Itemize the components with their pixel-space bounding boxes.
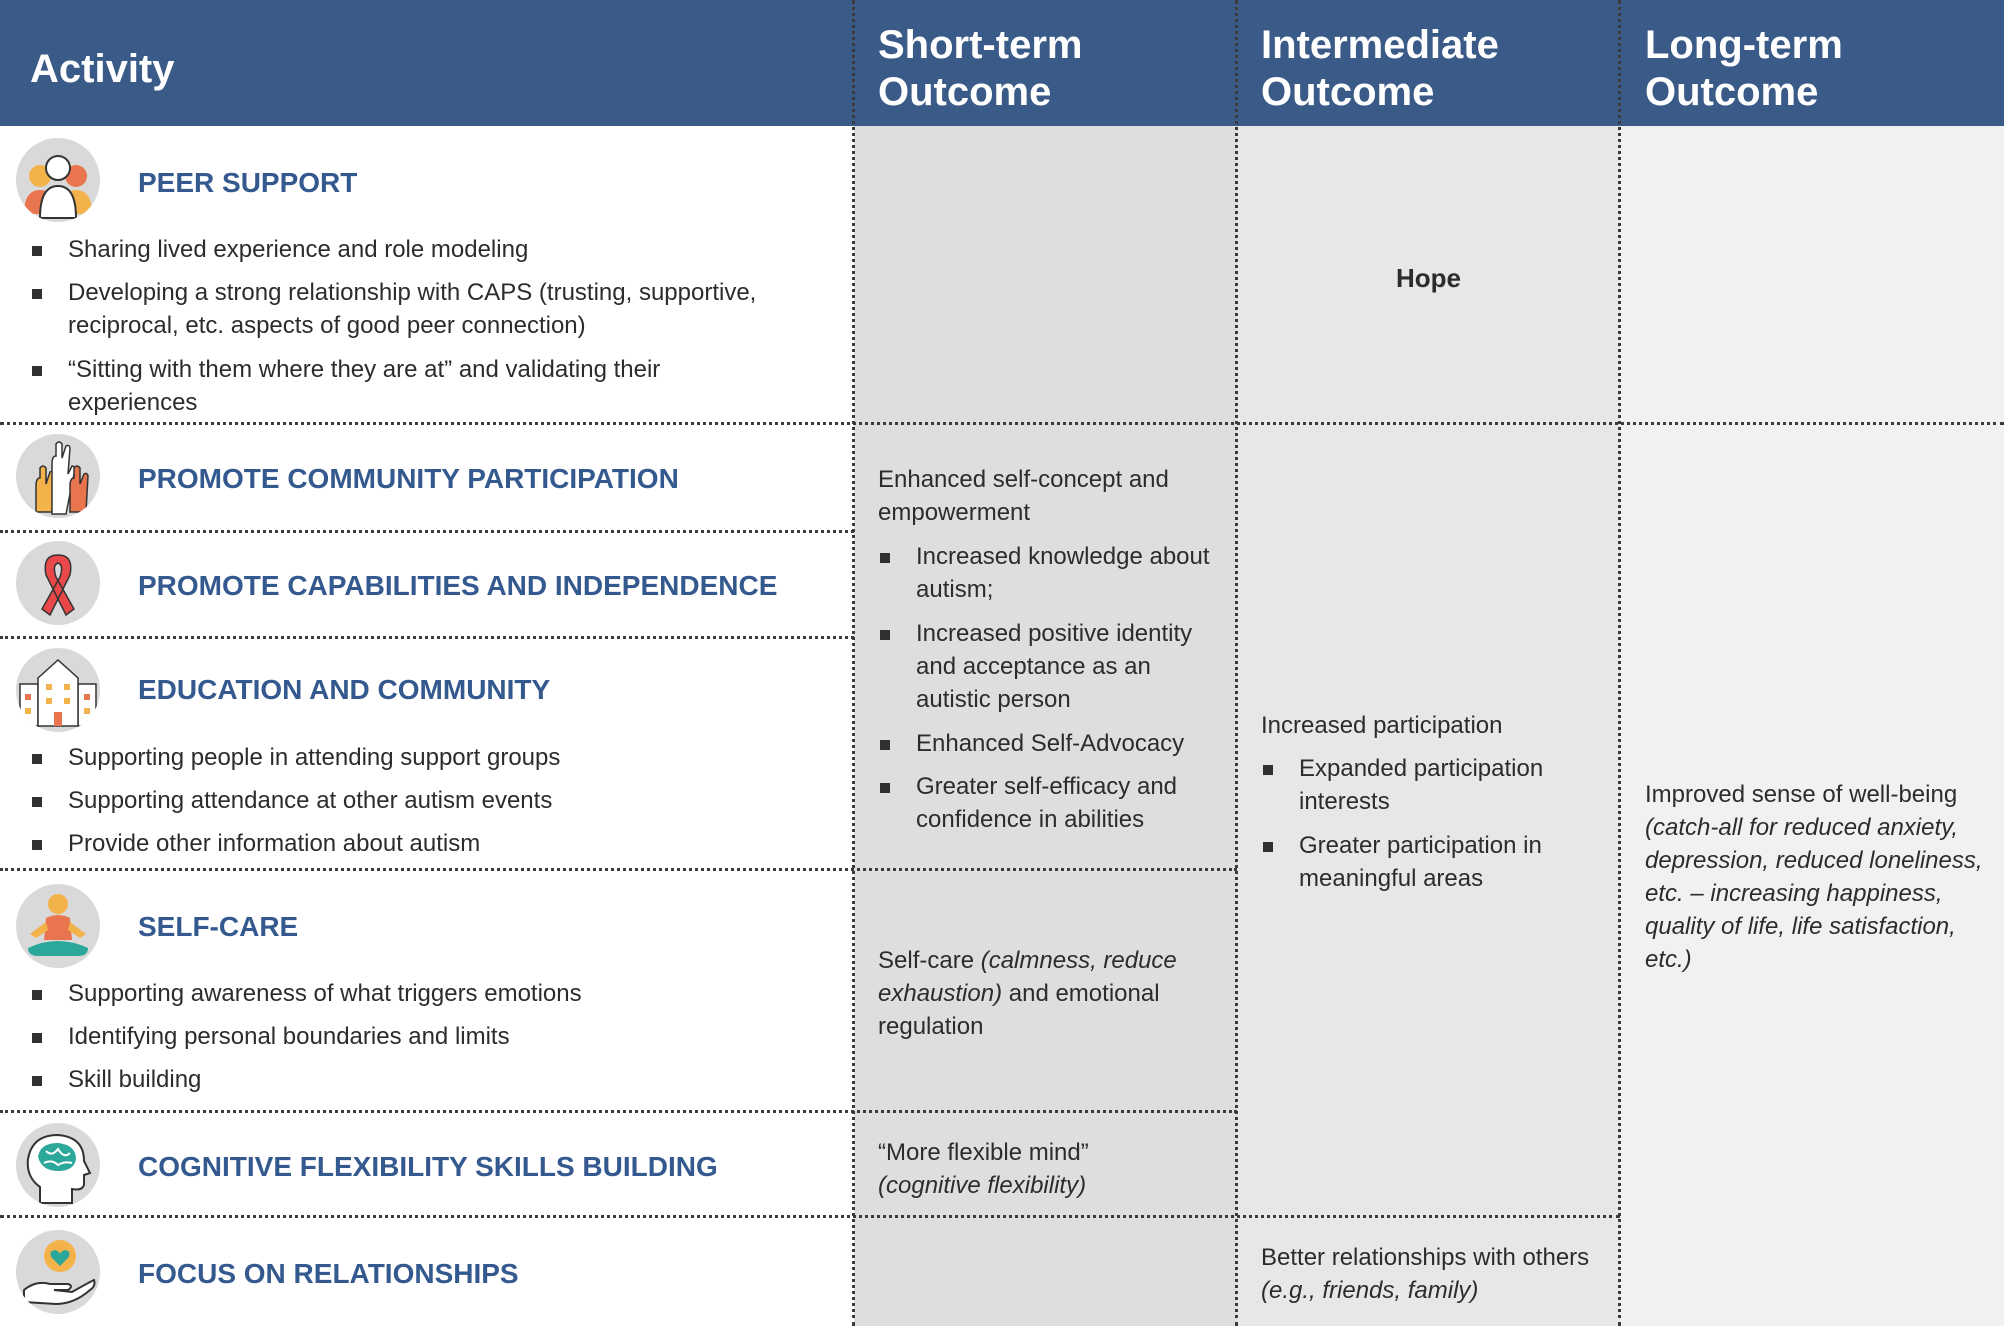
- cognitive-flexibility-title: COGNITIVE FLEXIBILITY SKILLS BUILDING: [138, 1151, 718, 1182]
- row-divider: [0, 530, 854, 533]
- divider-activity-short: [852, 0, 855, 1326]
- list-item: Increased positive identity and acceptance as an autistic person: [916, 617, 1216, 716]
- community-participation-title: PROMOTE COMMUNITY PARTICIPATION: [138, 463, 679, 494]
- peer-support-title: PEER SUPPORT: [138, 167, 358, 198]
- wellbeing-outcome: [1645, 778, 1990, 976]
- head-brain-icon: [16, 1123, 100, 1207]
- list-item: Increased knowledge about autism;: [916, 540, 1216, 606]
- long-term-column-bg: [1620, 126, 2004, 1326]
- capabilities-title: PROMOTE CAPABILITIES AND INDEPENDENCE: [138, 570, 778, 601]
- empowerment-outcome-lead: Enhanced self-concept and empowerment: [878, 466, 1169, 526]
- list-item: Supporting people in attending support groups: [68, 741, 848, 774]
- participation-outcome-lead: Increased participation: [1261, 712, 1503, 739]
- relationships-outcome-text: Better relationships with others: [1261, 1244, 1590, 1271]
- list-item: Sharing lived experience and role modeling: [68, 233, 848, 266]
- list-item: “Sitting with them where they are at” and validating their experiences: [68, 353, 788, 419]
- row-divider: [0, 1215, 1620, 1218]
- row-divider: [0, 422, 2004, 425]
- self-care-outcome-text-end: and emotional regulation: [878, 980, 1160, 1040]
- list-item: Greater participation in meaningful areas: [1299, 829, 1599, 895]
- divider-short-intermediate: [1235, 0, 1238, 1326]
- self-care-outcome-italic: (calmness, reduce exhaustion): [878, 947, 1177, 1007]
- header-short-term: Short-term Outcome: [878, 23, 1083, 114]
- list-item: Greater self-efficacy and confidence in abilities: [916, 770, 1216, 836]
- hope-outcome: Hope: [1396, 263, 1461, 293]
- self-care-outcome-text: Self-care: [878, 947, 981, 974]
- list-item: Expanded participation interests: [1299, 752, 1599, 818]
- relationships-title: FOCUS ON RELATIONSHIPS: [138, 1258, 519, 1289]
- flexible-mind-text: “More flexible mind”: [878, 1139, 1089, 1166]
- list-item: Provide other information about autism: [68, 827, 848, 860]
- self-care-outcome: [878, 944, 1223, 1043]
- meditating-person-icon: [16, 884, 100, 968]
- divider-intermediate-long: [1618, 0, 1621, 1326]
- list-item: Skill building: [68, 1063, 848, 1096]
- self-care-title: SELF-CARE: [138, 911, 299, 942]
- hand-heart-icon: [16, 1230, 100, 1314]
- raised-hands-icon: [16, 434, 100, 518]
- wellbeing-italic-text: (catch-all for reduced anxiety, depression, reduced loneliness, etc. – increasing happiness, quality of life, life satisfaction, etc.): [1645, 814, 1983, 973]
- list-item: Supporting awareness of what triggers emotions: [68, 977, 848, 1010]
- relationships-outcome-italic: (e.g., friends, family): [1261, 1277, 1479, 1304]
- flexible-mind-outcome: [878, 1136, 1223, 1202]
- row-divider: [0, 868, 1237, 871]
- awareness-ribbon-icon: [16, 541, 100, 625]
- wellbeing-text: Improved sense of well-being: [1645, 781, 1958, 808]
- list-item: Enhanced Self-Advocacy: [916, 727, 1226, 760]
- list-item: Identifying personal boundaries and limits: [68, 1020, 848, 1053]
- row-divider: [0, 636, 854, 639]
- row-divider: [0, 1110, 1237, 1113]
- list-item: Developing a strong relationship with CAPS (trusting, supportive, reciprocal, etc. aspects of good peer connection): [68, 276, 848, 342]
- header-intermediate: Intermediate Outcome: [1261, 23, 1499, 114]
- flexible-mind-italic: (cognitive flexibility): [878, 1172, 1087, 1199]
- buildings-icon: [16, 648, 100, 732]
- list-item: Supporting attendance at other autism events: [68, 784, 848, 817]
- header-activity: Activity: [30, 47, 175, 91]
- education-title: EDUCATION AND COMMUNITY: [138, 674, 551, 705]
- header-long-term: Long-term Outcome: [1645, 23, 1843, 114]
- relationships-outcome: [1261, 1241, 1606, 1307]
- people-group-icon: [16, 138, 100, 222]
